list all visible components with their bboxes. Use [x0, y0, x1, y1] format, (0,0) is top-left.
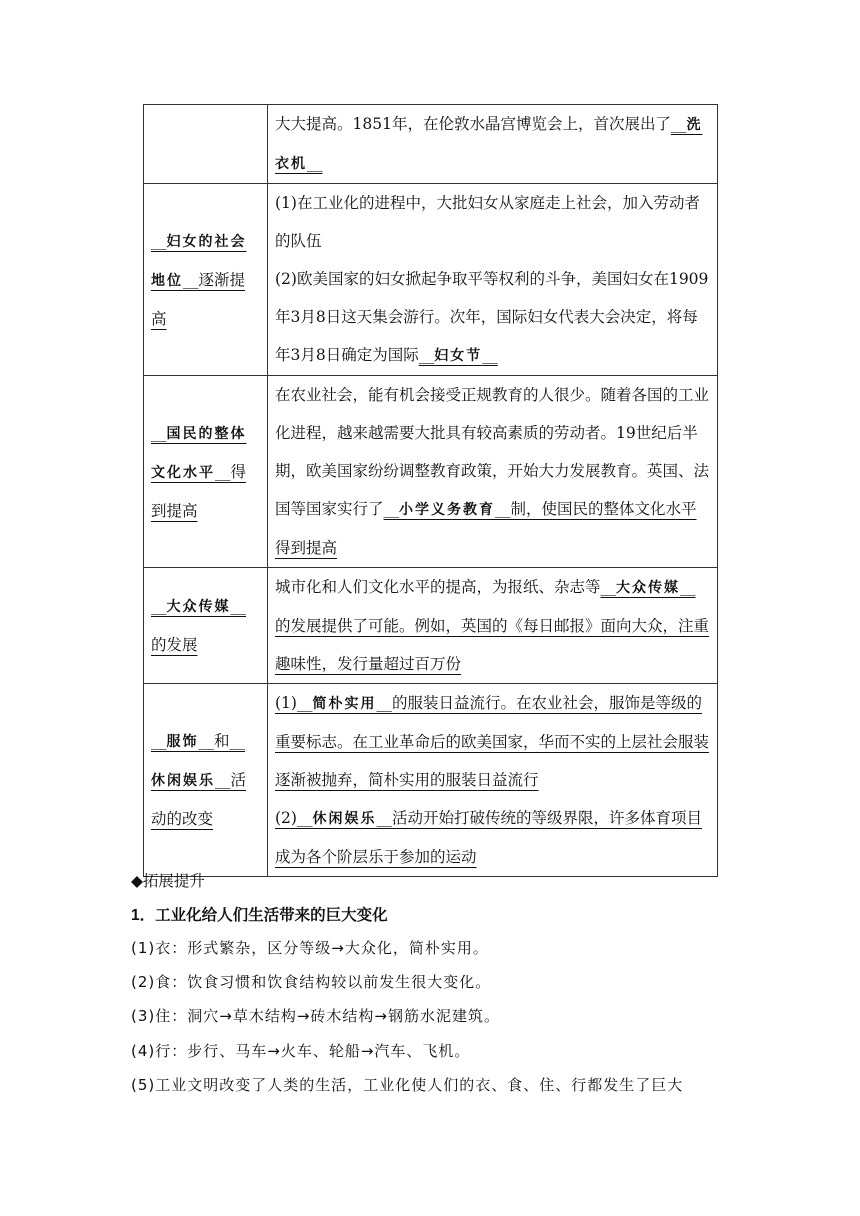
answer-blank: 洗衣机	[275, 117, 703, 172]
text-segment: __和__	[198, 732, 246, 750]
paragraph	[275, 376, 710, 567]
answer-blank: 大众传媒	[166, 599, 231, 615]
text-segment: __活动的改变	[151, 771, 247, 828]
text-segment: __	[151, 231, 167, 250]
content-table	[143, 104, 718, 877]
answer-blank: 服饰	[166, 734, 199, 750]
topic-cell	[144, 105, 268, 184]
text-segment: __	[307, 154, 323, 172]
text-segment: (2)欧美国家的妇女掀起争取平等权利的斗争，美国妇女在1909年3月8日这天集会游行。次年，国际妇女代表大会决定，将每年3月8日确定为国际	[275, 270, 709, 364]
extension-item: (5)工业文明改变了人类的生活，工业化使人们的衣、食、住、行都发生了巨大	[131, 1076, 684, 1094]
table-row	[144, 376, 718, 568]
answer-blank: 休闲娱乐	[312, 811, 377, 827]
text-segment: __活动开始打破传统的等级界限，许多体育项目成为各个阶层乐于参加的运动	[275, 809, 702, 866]
text-segment: 在农业社会，能有机会接受正规教育的人很少。随着各国的工业化进程，越来越需要大批具有较高素质的劳动者。19世纪后半期，欧美国家纷纷调整教育政策，开始大力发展教育。英国、法国等国家实行了	[275, 386, 710, 518]
text-segment: __	[418, 346, 435, 364]
paragraph	[275, 184, 710, 260]
content-cell	[268, 376, 718, 568]
text-segment: __	[151, 423, 167, 442]
extension-item: (4)行：步行、马车→火车、轮船→汽车、飞机。	[131, 1042, 471, 1060]
paragraph	[275, 799, 710, 876]
text-segment: (1)__	[275, 694, 313, 712]
answer-blank: 休闲娱乐	[151, 773, 215, 789]
extension-title: 1．工业化给人们生活带来的巨大变化	[131, 907, 388, 924]
text-segment: __	[482, 346, 498, 364]
topic-cell	[144, 184, 268, 376]
table-row	[144, 184, 718, 376]
text-segment: 城市化和人们文化水平的提高，为报纸、杂志等	[275, 578, 601, 596]
text-segment: __逐渐提高	[151, 270, 246, 328]
topic-cell	[144, 684, 268, 877]
text-segment: __的发展	[151, 597, 246, 654]
text-segment: __	[151, 732, 167, 750]
text-segment: __	[383, 500, 400, 518]
text-segment: __的服装日益流行。在农业社会，服饰是等级的重要标志。在工业革命后的欧美国家，华而不实的上层社会服装逐渐被抛弃，简朴实用的服装日益流行	[275, 694, 710, 789]
paragraph	[275, 105, 710, 183]
answer-blank: 妇女节	[434, 348, 483, 364]
content-cell	[268, 105, 718, 184]
text-segment: __的发展提供了可能。例如，英国的《每日邮报》面向大众，注重趣味性，发行量超过百万份	[275, 578, 710, 673]
answer-blank: 简朴实用	[312, 696, 377, 712]
answer-blank: 大众传媒	[616, 580, 681, 596]
topic-cell	[144, 376, 268, 568]
extension-item: (1)衣：形式繁杂，区分等级→大众化，简朴实用。	[131, 939, 489, 957]
text-segment: __制，使国民的整体文化水平得到提高	[275, 500, 697, 557]
extension-header: ◆拓展提升	[131, 873, 205, 890]
text-segment: __	[600, 578, 617, 596]
extension-item: (2)食：饮食习惯和饮食结构较以前发生很大变化。	[131, 973, 492, 991]
table-row	[144, 684, 718, 877]
answer-blank: 小学义务教育	[399, 502, 496, 518]
table-row	[144, 105, 718, 184]
text-segment: (2)__	[275, 809, 313, 827]
paragraph	[275, 260, 710, 375]
content-cell	[268, 184, 718, 376]
text-segment: (1)在工业化的进程中，大批妇女从家庭走上社会，加入劳动者的队伍	[275, 194, 700, 250]
content-cell	[268, 568, 718, 684]
answer-blank: 妇女的社会地位	[151, 233, 247, 289]
extension-item: (3)住：洞穴→草木结构→砖木结构→钢筋水泥建筑。	[131, 1007, 500, 1025]
text-segment: __	[670, 115, 687, 133]
table-row	[144, 568, 718, 684]
content-cell	[268, 684, 718, 877]
paragraph	[275, 684, 710, 799]
text-segment: __得到提高	[151, 462, 247, 520]
text-segment: 大大提高。1851年，在伦敦水晶宫博览会上，首次展出了	[275, 115, 671, 133]
paragraph	[275, 568, 710, 683]
answer-blank: 国民的整体文化水平	[151, 425, 247, 481]
topic-cell	[144, 568, 268, 684]
text-segment: __	[151, 597, 167, 615]
